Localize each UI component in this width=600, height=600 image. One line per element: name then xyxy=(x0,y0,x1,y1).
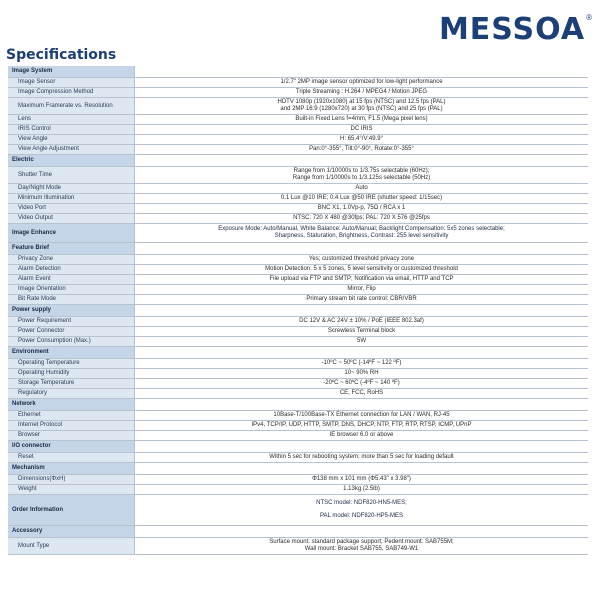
value-line: IPv4, TCP/IP, UDP, HTTP, SMTP, DNS, DHCP, NTP, FTP, RTP, RTSP, ICMP, UPnP xyxy=(251,422,472,428)
spec-row xyxy=(8,88,588,98)
value-line: Screwless Terminal block xyxy=(327,328,396,334)
spec-row xyxy=(8,285,588,295)
page-title: Specifications xyxy=(6,47,117,63)
spec-value xyxy=(135,167,589,184)
spec-label: Maximum Framerate vs. Resolution xyxy=(8,98,135,115)
brand-logo xyxy=(439,8,592,48)
spec-label: Regulatory xyxy=(8,389,135,399)
spec-label: Weight xyxy=(8,485,135,495)
spec-table xyxy=(8,66,588,555)
spec-row xyxy=(8,167,588,184)
spec-row xyxy=(8,485,588,495)
spec-row xyxy=(8,337,588,347)
section-value xyxy=(135,66,589,78)
spec-row xyxy=(8,431,588,441)
spec-label: Day/Night Mode xyxy=(8,184,135,194)
section-value xyxy=(135,224,589,243)
section-label: Order Information xyxy=(8,495,135,526)
spec-table-grid xyxy=(8,66,588,555)
value-line: NTSC model: NDF820-HN5-MES; xyxy=(316,500,407,506)
section-row xyxy=(8,66,588,78)
spec-row xyxy=(8,184,588,194)
spec-row xyxy=(8,295,588,305)
value-line: Range from 1/10000s to 1/3.125s selectable (50Hz) xyxy=(292,175,431,181)
value-line: 10Base-T/100Base-TX Ethernet connection for LAN / WAN, RJ-45 xyxy=(273,412,450,418)
section-value xyxy=(135,526,589,538)
spec-row xyxy=(8,135,588,145)
spec-row xyxy=(8,214,588,224)
spec-row xyxy=(8,359,588,369)
spec-row xyxy=(8,379,588,389)
value-line: 5W xyxy=(357,338,366,344)
value-line: -10ºC ~ 50ºC (-14ºF ~ 122 ºF) xyxy=(321,360,402,366)
value-line: Surface mount: standard package support; Pedent mount: SAB755M; xyxy=(269,539,454,545)
spec-value xyxy=(135,379,589,389)
spec-value xyxy=(135,275,589,285)
value-line: DC IRIS xyxy=(350,126,373,132)
spec-value xyxy=(135,359,589,369)
spec-value xyxy=(135,411,589,421)
spec-label: Internet Protocol xyxy=(8,421,135,431)
spec-row xyxy=(8,265,588,275)
section-label: Mechanism xyxy=(8,463,135,475)
section-label: Image Enhance xyxy=(8,224,135,243)
value-line: Triple Streaming : H.264 / MPEG4 / Motion JPEG xyxy=(295,89,428,95)
spec-row xyxy=(8,275,588,285)
section-label: Environment xyxy=(8,347,135,359)
spec-label: Alarm Detection xyxy=(8,265,135,275)
spec-value xyxy=(135,327,589,337)
spec-row xyxy=(8,194,588,204)
spec-value xyxy=(135,295,589,305)
section-row xyxy=(8,155,588,167)
spec-label: Image Compression Method xyxy=(8,88,135,98)
section-value xyxy=(135,441,589,453)
value-line: Yes; customized threshold privacy zone xyxy=(308,256,415,262)
spec-label: Mount Type xyxy=(8,538,135,555)
value-line: Auto xyxy=(355,185,368,191)
spec-label: Image Sensor xyxy=(8,78,135,88)
spec-label: Ethernet xyxy=(8,411,135,421)
spec-value xyxy=(135,145,589,155)
value-line: BNC X1, 1.0Vp-p, 75Ω / RCA x 1 xyxy=(317,205,406,211)
spec-label: Bit Rate Mode xyxy=(8,295,135,305)
section-label: Electric xyxy=(8,155,135,167)
spec-label: Operating Humidity xyxy=(8,369,135,379)
spec-value xyxy=(135,485,589,495)
section-row xyxy=(8,224,588,243)
spec-label: Dimensions(ΦxH) xyxy=(8,475,135,485)
section-value xyxy=(135,399,589,411)
section-row xyxy=(8,305,588,317)
spec-value xyxy=(135,125,589,135)
spec-value xyxy=(135,285,589,295)
spec-label: Storage Temperature xyxy=(8,379,135,389)
value-line: 10~ 90% RH xyxy=(344,370,379,376)
section-value xyxy=(135,305,589,317)
spec-value xyxy=(135,204,589,214)
spec-value xyxy=(135,194,589,204)
section-value xyxy=(135,155,589,167)
value-line: 1/2.7" 2MP image sensor optimized for low-light performance xyxy=(280,79,443,85)
section-value xyxy=(135,347,589,359)
spec-row xyxy=(8,145,588,155)
spec-row xyxy=(8,327,588,337)
value-line: File upload via FTP and SMTP; Notification via email, HTTP and TCP xyxy=(269,276,454,282)
section-label: I/O connector xyxy=(8,441,135,453)
spec-row xyxy=(8,475,588,485)
spec-row xyxy=(8,411,588,421)
section-value xyxy=(135,495,589,526)
spec-value xyxy=(135,184,589,194)
spec-label: Lens xyxy=(8,115,135,125)
spec-value xyxy=(135,98,589,115)
spec-label: Privacy Zone xyxy=(8,255,135,265)
value-line: Mirror, Flip xyxy=(347,286,376,292)
spec-label: Power Connector xyxy=(8,327,135,337)
spec-label: Video Output xyxy=(8,214,135,224)
spec-row xyxy=(8,389,588,399)
spec-row xyxy=(8,317,588,327)
section-label: Feature Brief xyxy=(8,243,135,255)
spec-value xyxy=(135,421,589,431)
spec-label: Alarm Event xyxy=(8,275,135,285)
value-line: Built-in Fixed Lens f=4mm, F1.5 (Mega pixel lens) xyxy=(295,116,428,122)
value-line: -20ºC ~ 60ºC (-4ºF ~ 140 ºF) xyxy=(323,380,400,386)
section-label: Image System xyxy=(8,66,135,78)
section-label: Network xyxy=(8,399,135,411)
section-row xyxy=(8,463,588,475)
value-line: Primary stream bit rate control: CBR/VBR xyxy=(306,296,417,302)
spec-value xyxy=(135,135,589,145)
spec-value xyxy=(135,78,589,88)
spec-row xyxy=(8,369,588,379)
value-line: Pan:0°-355°, Tilt:0°-90°, Rotate:0°-355° xyxy=(309,146,414,152)
spec-label: View Angle xyxy=(8,135,135,145)
spec-label: View Angle Adjustment xyxy=(8,145,135,155)
value-line: Φ138 mm x 101 mm (Φ5.43" x 3.98") xyxy=(312,476,411,482)
value-line: PAL model: NDF820-HP5-MES xyxy=(319,513,404,519)
section-row xyxy=(8,243,588,255)
spec-label: Video Port xyxy=(8,204,135,214)
spec-value xyxy=(135,337,589,347)
registered-mark: ® xyxy=(586,13,592,22)
value-line: Sharpness, Staturation, Brightness, Contrast: 255 level sensitivity xyxy=(274,233,449,239)
spec-row xyxy=(8,115,588,125)
value-line: IE browser 6.0 or above xyxy=(329,432,394,438)
spec-value xyxy=(135,115,589,125)
section-label: Accessory xyxy=(8,526,135,538)
value-line: Within 5 sec for rebooting system; more than 5 sec for loading default xyxy=(269,454,454,460)
section-label: Power supply xyxy=(8,305,135,317)
value-line: Exposure Mode: Auto/Manual, White Balance: Auto/Manual; Backlight Compensation: 5x5 zones selectable; xyxy=(218,226,505,232)
section-row xyxy=(8,441,588,453)
spec-value xyxy=(135,255,589,265)
spec-label: Browser xyxy=(8,431,135,441)
spec-row xyxy=(8,421,588,431)
spec-value xyxy=(135,317,589,327)
section-row xyxy=(8,526,588,538)
spec-value xyxy=(135,369,589,379)
value-line: DC 12V & AC 24V ± 10% / PoE (IEEE 802.3af) xyxy=(299,318,424,324)
spec-label: IRIS Control xyxy=(8,125,135,135)
brand-name: MESSOA xyxy=(438,12,586,47)
spec-label: Image Orientation xyxy=(8,285,135,295)
section-value xyxy=(135,463,589,475)
value-line: 0.1 Lux @10 IRE; 0.4 Lux @50 IRE (shutter speed: 1/15sec) xyxy=(280,195,443,201)
spec-label: Minimum Illumination xyxy=(8,194,135,204)
spec-label: Operating Temperature xyxy=(8,359,135,369)
section-row xyxy=(8,495,588,526)
value-line: 1.13kg (2.5lb) xyxy=(343,486,380,492)
spec-row xyxy=(8,78,588,88)
value-line: Range from 1/10000s to 1/3.75s selectable (60Hz); xyxy=(293,168,430,174)
spec-value xyxy=(135,214,589,224)
value-line: H: 65.4°/V:49.9° xyxy=(340,136,383,142)
section-row xyxy=(8,399,588,411)
spec-value xyxy=(135,475,589,485)
spec-value xyxy=(135,265,589,275)
spec-label: Reset xyxy=(8,453,135,463)
value-line: CE, FCC, RoHS xyxy=(339,390,384,396)
spec-value xyxy=(135,389,589,399)
value-line: HDTV 1080p (1920x1080) at 15 fps (NTSC) and 12.5 fps (PAL) xyxy=(277,99,446,105)
spec-row xyxy=(8,204,588,214)
spec-row xyxy=(8,98,588,115)
spec-value xyxy=(135,453,589,463)
section-value xyxy=(135,243,589,255)
spec-row xyxy=(8,125,588,135)
value-line: NTSC: 720 X 480 @30fps; PAL: 720 X 576 @25fps xyxy=(293,215,430,221)
section-row xyxy=(8,347,588,359)
spec-row xyxy=(8,453,588,463)
value-line: Wall mount: Bracket SAB755, SAB749-W1 xyxy=(304,546,419,552)
spec-value xyxy=(135,88,589,98)
spec-label: Power Requirement xyxy=(8,317,135,327)
value-line: and 2MP 16:9 (1280x720) at 30 fps (NTSC) and 25 fps (PAL) xyxy=(280,106,443,112)
spec-row xyxy=(8,255,588,265)
value-line: Motion Detection: 5 x 5 zones, 5 level sensitivity or customized threshold xyxy=(265,266,458,272)
spec-value xyxy=(135,431,589,441)
spec-row xyxy=(8,538,588,555)
spec-label: Power Consumption (Max.) xyxy=(8,337,135,347)
spec-label: Shutter Time xyxy=(8,167,135,184)
spec-value xyxy=(135,538,589,555)
